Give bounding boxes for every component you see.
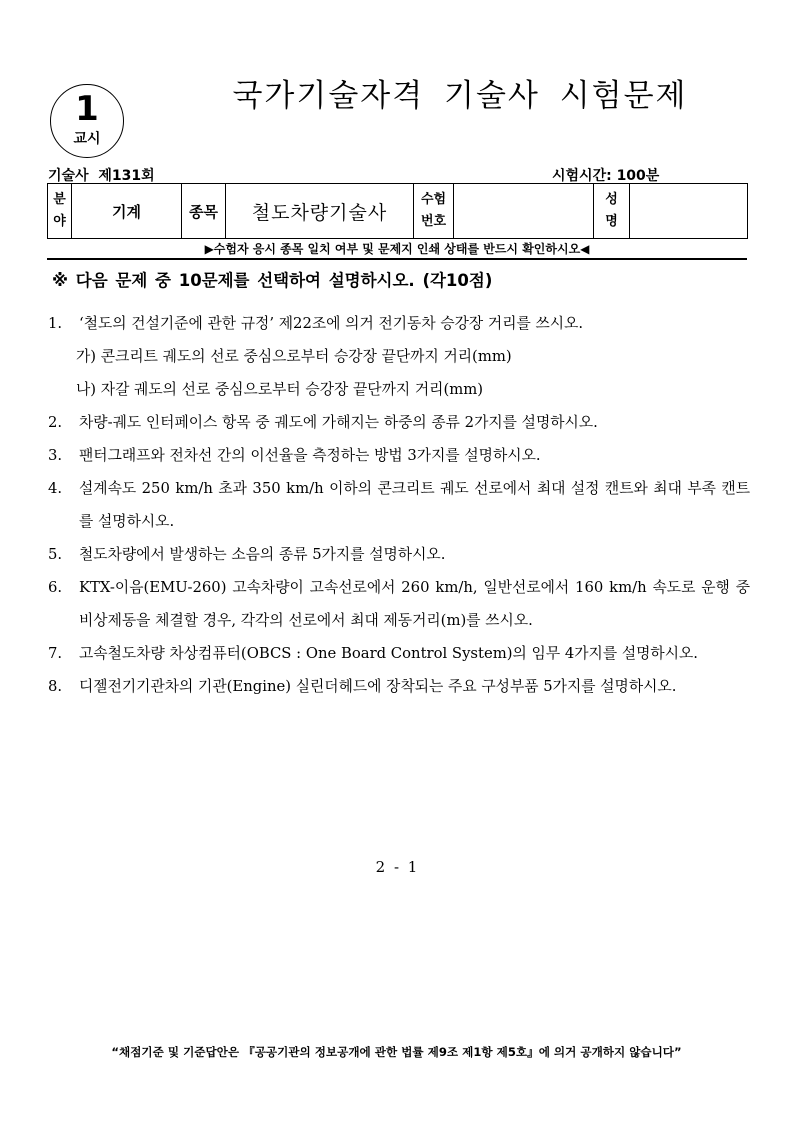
question-text: 차량-궤도 인터페이스 항목 중 궤도에 가해지는 하중의 종류 2가지를 설명하시오. (79, 414, 598, 431)
exam-time: 시험시간: 100분 (552, 168, 660, 184)
field-label-line-2: 야 (53, 214, 66, 229)
session-number: 1 (75, 89, 99, 129)
question-text: KTX-이음(EMU-260) 고속차량이 고속선로에서 260 km/h, 일반선로에서 160 km/h 속도로 운행 중 비상제동을 체결할 경우, 각각의 선로에서 최대 제동거리(m)를 쓰시오. (79, 579, 750, 629)
question-text: ‘철도의 건설기준에 관한 규정’ 제22조에 의거 전기동차 승강장 거리를 쓰시오. (79, 315, 584, 332)
field-label-cell (48, 184, 72, 239)
exam-number-value[interactable] (454, 184, 594, 239)
question-number: 4. (48, 480, 63, 497)
question-subitem-text: 나) 자갈 궤도의 선로 중심으로부터 승강장 끝단까지 거리(mm) (76, 381, 484, 398)
question-1-sub-a (48, 340, 750, 373)
exam-number-label-line-1: 수험 (420, 192, 447, 207)
page-title: 국가기술자격 기술사 시험문제 (232, 78, 688, 114)
name-value[interactable] (630, 184, 748, 239)
exam-info-table (47, 183, 748, 239)
question-number: 2. (48, 414, 63, 431)
name-label-line-1: 성 (605, 192, 618, 207)
question-number: 5. (48, 546, 63, 563)
instruction: ※ 다음 문제 중 10문제를 선택하여 설명하시오. (각10점) (52, 271, 493, 290)
session-label: 교시 (73, 131, 101, 147)
name-label-cell (594, 184, 630, 239)
category-label: 종목 (182, 184, 226, 239)
question-3 (48, 439, 750, 472)
question-1 (48, 307, 750, 340)
name-label-line-2: 명 (605, 214, 618, 229)
category-value: 철도차량기술사 (226, 184, 414, 239)
question-7 (48, 637, 750, 670)
session-badge (50, 84, 124, 158)
question-5 (48, 538, 750, 571)
question-8 (48, 670, 750, 703)
question-list (48, 307, 750, 703)
question-number: 3. (48, 447, 63, 464)
question-1-sub-b (48, 373, 750, 406)
field-label-line-1: 분 (53, 192, 66, 207)
exam-round: 기술사 제131회 (48, 168, 155, 184)
question-text: 팬터그래프와 전차선 간의 이선율을 측정하는 방법 3가지를 설명하시오. (79, 447, 541, 464)
divider-line (47, 258, 747, 260)
question-number: 1. (48, 315, 63, 332)
question-text: 디젤전기기관차의 기관(Engine) 실린더헤드에 장착되는 주요 구성부품 5가지를 설명하시오. (79, 678, 677, 695)
exam-number-label-line-2: 번호 (420, 214, 447, 229)
notice-banner: ▶수험자 응시 종목 일치 여부 및 문제지 인쇄 상태를 반드시 확인하시오◀ (204, 242, 590, 256)
question-number: 7. (48, 645, 63, 662)
question-number: 6. (48, 579, 63, 596)
question-text: 고속철도차량 차상컴퓨터(OBCS : One Board Control System)의 임무 4가지를 설명하시오. (79, 645, 698, 662)
footer-note: “채점기준 및 기준답안은 『공공기관의 정보공개에 관한 법률 제9조 제1항 제5호』에 의거 공개하지 않습니다” (111, 1045, 682, 1059)
question-subitem-text: 가) 콘크리트 궤도의 선로 중심으로부터 승강장 끝단까지 거리(mm) (76, 348, 512, 365)
question-2 (48, 406, 750, 439)
question-text: 철도차량에서 발생하는 소음의 종류 5가지를 설명하시오. (79, 546, 446, 563)
exam-number-label-cell (414, 184, 454, 239)
field-value: 기계 (72, 184, 182, 239)
question-4 (48, 472, 750, 538)
question-text: 설계속도 250 km/h 초과 350 km/h 이하의 콘크리트 궤도 선로에서 최대 설정 캔트와 최대 부족 캔트를 설명하시오. (79, 480, 750, 530)
question-6 (48, 571, 750, 637)
question-number: 8. (48, 678, 63, 695)
page-number: 2 - 1 (375, 858, 418, 876)
